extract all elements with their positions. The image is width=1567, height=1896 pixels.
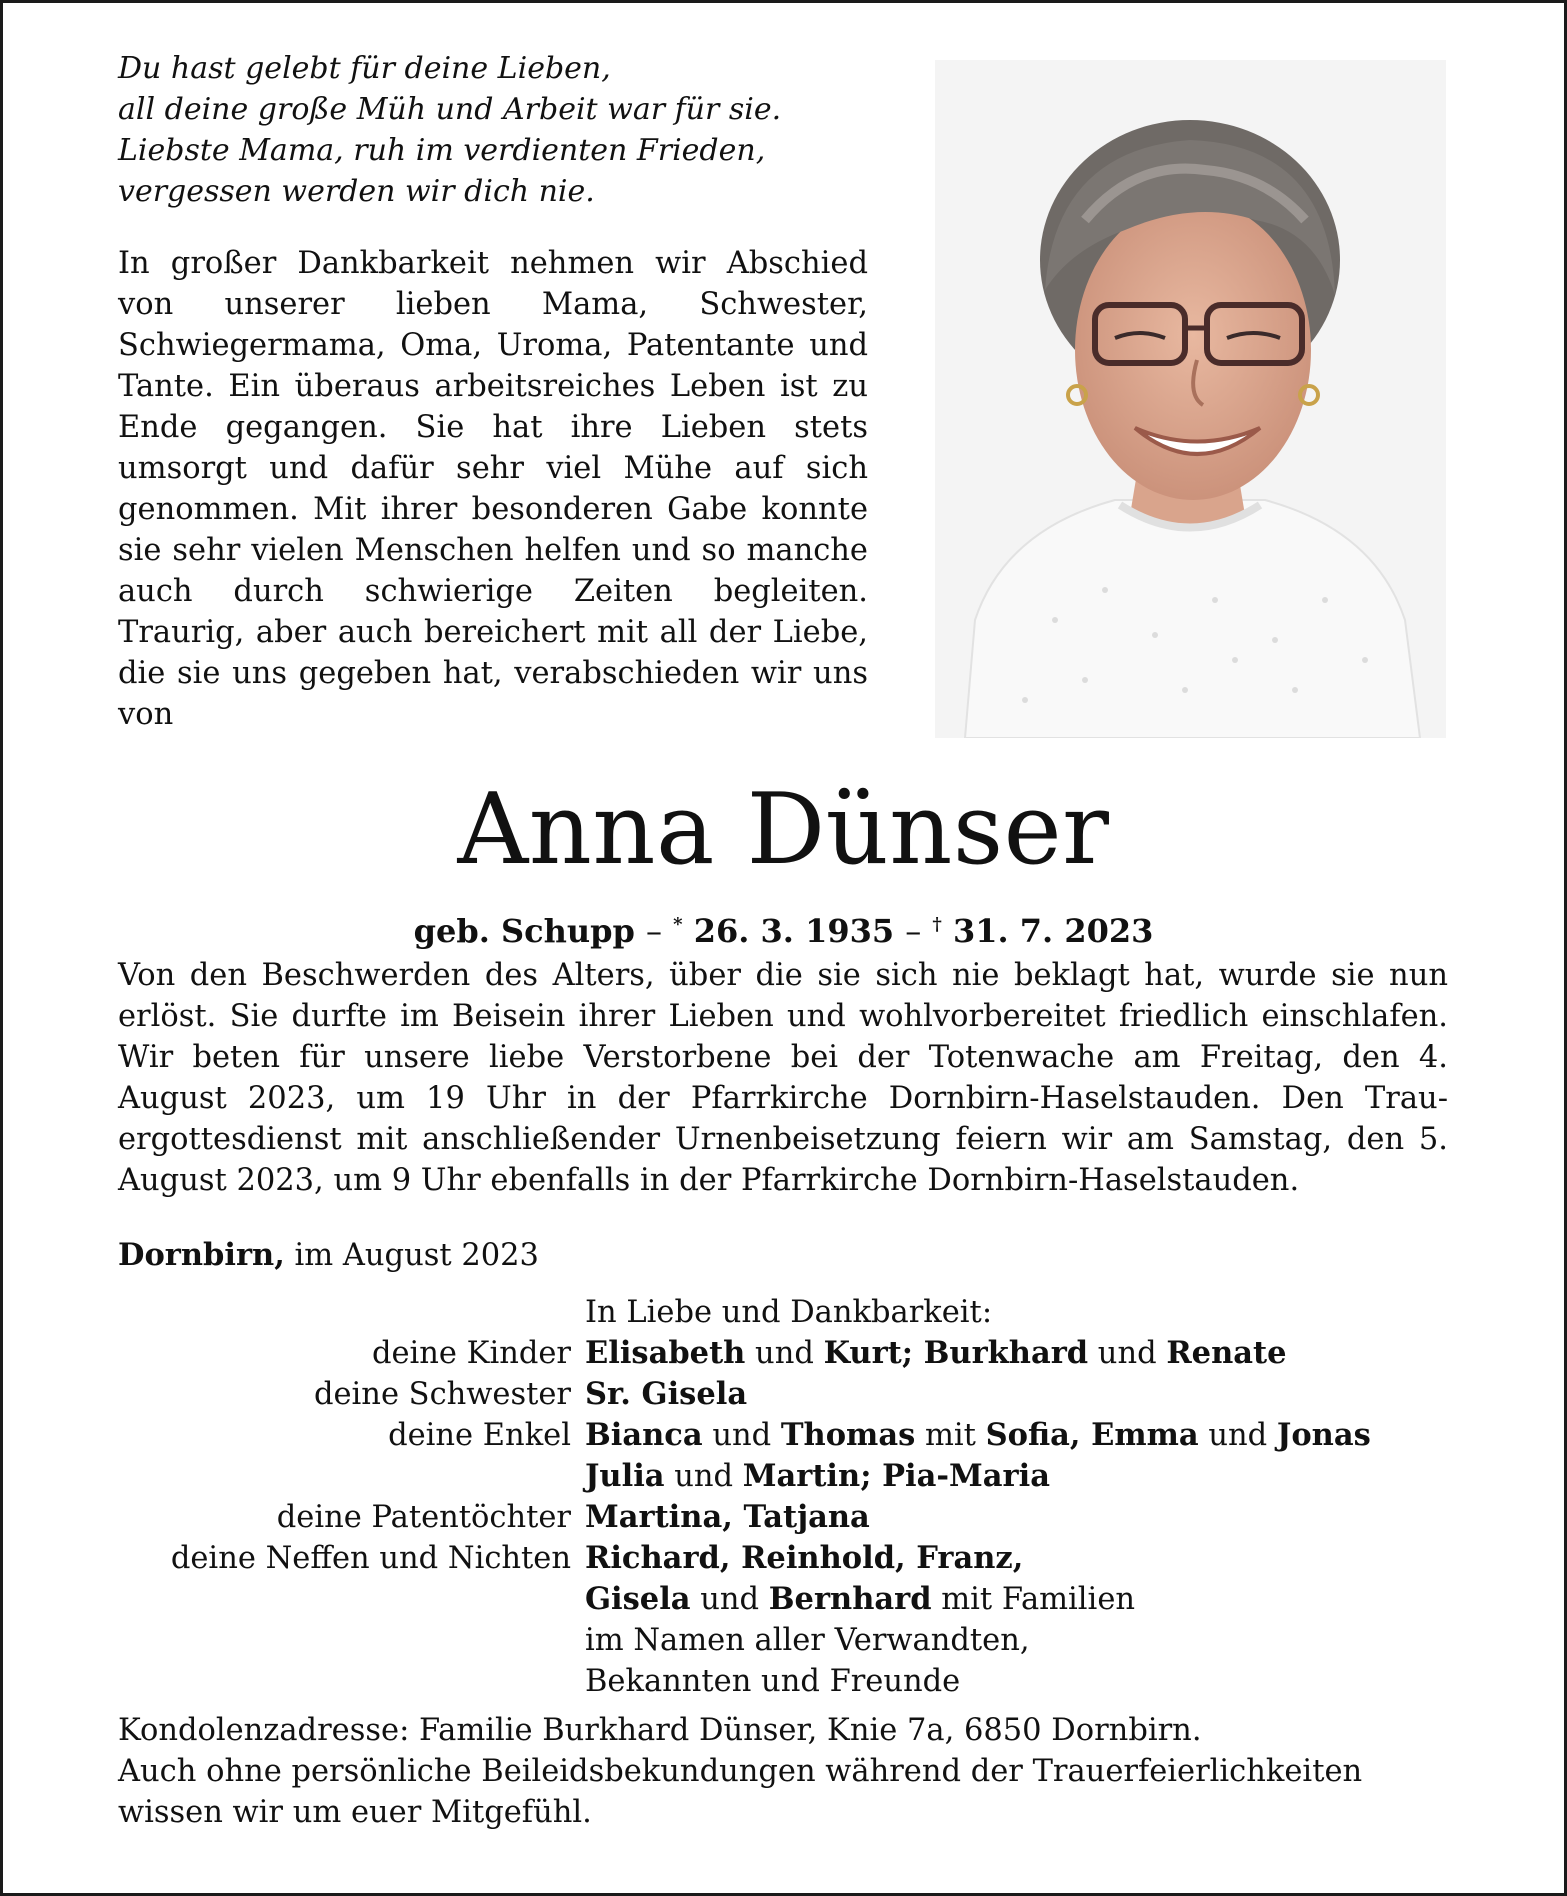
- portrait-illustration: [935, 60, 1446, 738]
- poem-line: vergessen werden wir dich nie.: [118, 174, 595, 209]
- place-date: im August 2023: [294, 1238, 539, 1273]
- family-member-name: Julia: [585, 1458, 665, 1494]
- place-date-line: [118, 1235, 539, 1276]
- family-connector: im Namen aller Verwandten,: [585, 1623, 1030, 1658]
- family-member-name: Jonas: [1276, 1417, 1371, 1453]
- family-row: [0, 1579, 1567, 1620]
- closing-notes: [118, 1710, 1478, 1833]
- death-date: 31. 7. 2023: [952, 912, 1154, 950]
- intro-paragraph: In großer Dankbarkeit nehmen wir Abschied von unserer lieben Mama, Schwester, Schwiegermama, Oma, Uroma, Patentante und Tante. Ein überaus arbeitsreiches Leben ist zu Ende gegangen. Sie hat ihre Lieben stets umsorgt und dafür sehr viel Mühe auf sich genommen. Mit ihrer besonderen Gabe konnte sie sehr vielen Menschen helfen und so manche auch durch schwierige Zeiten begleiten. Traurig, aber auch bereichert mit all der Liebe, die sie uns gegeben hat, verabschieden wir uns von: [118, 246, 868, 732]
- family-row: [0, 1538, 1567, 1579]
- family-names: [585, 1497, 870, 1538]
- family-row: [0, 1497, 1567, 1538]
- family-role: deine Schwester: [313, 1377, 571, 1412]
- life-dates: [0, 903, 1567, 953]
- family-names: [585, 1415, 1371, 1456]
- portrait-photo: [935, 60, 1446, 738]
- family-names: [585, 1456, 1050, 1497]
- separator: –: [905, 912, 922, 950]
- family-role: deine Patentöchter: [276, 1500, 571, 1535]
- family-connector: mit Familien: [931, 1582, 1136, 1617]
- born-symbol: *: [673, 914, 683, 935]
- family-connector: und: [690, 1582, 769, 1617]
- family-connector: und: [702, 1418, 781, 1453]
- family-names: [585, 1374, 747, 1415]
- family-member-name: Renate: [1166, 1335, 1287, 1371]
- family-heading: In Liebe und Dankbarkeit:: [585, 1295, 993, 1330]
- family-connector: und: [1198, 1418, 1277, 1453]
- funeral-info-paragraph: Von den Beschwerden des Alters, über die sie sich nie beklagt hat, wurde sie nun erlöst. Sie durfte im Beisein ihrer Lieben und wohlvorbereitet friedlich einschlafen. Wir beten für unsere liebe Verstorbene bei der Totenwache am Freitag, den 4. August 2023, um 19 Uhr in der Pfarrkirche Dornbirn-Haselstauden. Den Trauergottesdienst mit anschließender Urnenbeisetzung feiern wir am Samstag, den 5. August 2023, um 9 Uhr ebenfalls in der Pfarrkirche Dornbirn-Haselstauden.: [118, 958, 1448, 1198]
- family-names: [585, 1661, 960, 1702]
- died-symbol: †: [932, 914, 942, 935]
- family-member-name: Martina, Tatjana: [585, 1499, 870, 1535]
- family-role: deine Kinder: [371, 1336, 571, 1371]
- poem-line: all deine große Müh und Arbeit war für sie.: [118, 92, 782, 127]
- family-member-name: Kurt; Burkhard: [823, 1335, 1089, 1371]
- family-member-name: Bernhard: [768, 1581, 932, 1617]
- poem-line: Du hast gelebt für deine Lieben,: [118, 51, 611, 86]
- poem: [118, 48, 878, 212]
- family-connector: Bekannten und Freunde: [585, 1664, 961, 1699]
- family-names: [585, 1333, 1287, 1374]
- closing-line: Auch ohne persönliche Beileidsbekundungen während der Trauerfeierlichkeiten: [118, 1754, 1363, 1789]
- family-connector: und: [664, 1459, 743, 1494]
- family-row: [0, 1374, 1567, 1415]
- family-member-name: Sr. Gisela: [585, 1376, 748, 1412]
- place-city: Dornbirn,: [118, 1237, 285, 1273]
- family-row: [0, 1415, 1567, 1456]
- family-role: deine Enkel: [388, 1418, 571, 1453]
- family-connector: und: [745, 1336, 824, 1371]
- family-member-name: Gisela: [585, 1581, 691, 1617]
- family-row: [0, 1620, 1567, 1661]
- birth-date: 26. 3. 1935: [693, 912, 895, 950]
- family-row: [0, 1456, 1567, 1497]
- deceased-name: Anna Dünser: [457, 773, 1110, 887]
- family-member-name: Martin; Pia-Maria: [742, 1458, 1050, 1494]
- family-member-name: Sofia, Emma: [985, 1417, 1199, 1453]
- family-member-name: Bianca: [585, 1417, 703, 1453]
- family-role: deine Neffen und Nichten: [170, 1541, 571, 1576]
- closing-line: wissen wir um euer Mitgefühl.: [118, 1795, 592, 1830]
- birth-name: geb. Schupp: [413, 912, 635, 950]
- poem-line: Liebste Mama, ruh im verdienten Frieden,: [118, 133, 766, 168]
- family-names: [585, 1538, 1023, 1579]
- condolence-address: Kondolenzadresse: Familie Burkhard Dünser, Knie 7a, 6850 Dornbirn.: [118, 1713, 1202, 1748]
- family-member-name: Elisabeth: [585, 1335, 746, 1371]
- family-row: [0, 1333, 1567, 1374]
- family-names: [585, 1579, 1135, 1620]
- family-connector: und: [1088, 1336, 1167, 1371]
- family-member-name: Richard, Reinhold, Franz,: [585, 1540, 1024, 1576]
- family-names: [585, 1620, 1030, 1661]
- family-connector: mit: [915, 1418, 986, 1453]
- family-row: [0, 1661, 1567, 1702]
- separator: –: [646, 912, 662, 950]
- family-member-name: Thomas: [780, 1417, 916, 1453]
